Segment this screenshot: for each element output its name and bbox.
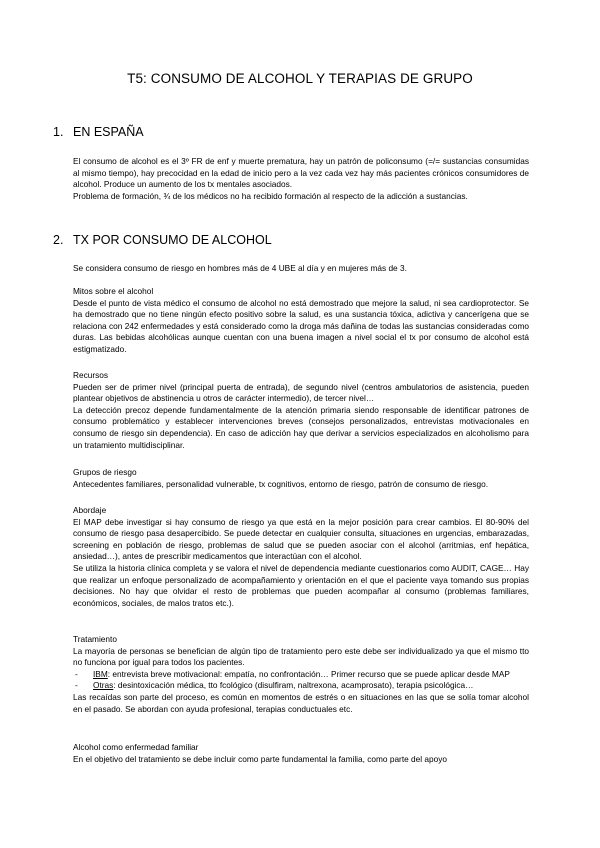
section-1-title: EN ESPAÑA bbox=[73, 125, 144, 139]
bullet-label-otras: Otras bbox=[93, 680, 114, 691]
list-item bbox=[73, 680, 529, 692]
bullet-text: : entrevista breve motivacional: empatía, no confrontación… Primer recurso que se puede aplicar desde MAP bbox=[107, 668, 510, 679]
section-2-intro bbox=[73, 263, 529, 275]
section-2-title: TX POR CONSUMO DE ALCOHOL bbox=[73, 233, 272, 247]
mitos-block bbox=[73, 286, 529, 356]
recursos-paragraph-2: La detección precoz depende fundamentalmente de la atención primaria siendo responsable de identificar patrones de consumo problemático y establecer intervenciones breves (consejos personalizados, entrevistas motivacionales en consumo de riesgo sin dependencia). En caso de adicción hay que derivar a servicios especializados en alcoholismo para un tratamiento multidisciplinar. bbox=[73, 404, 529, 450]
tratamiento-heading: Tratamiento bbox=[73, 634, 117, 644]
tratamiento-paragraph-1: La mayoría de personas se benefician de algún tipo de tratamiento pero este debe ser individualizado ya que el mismo tto no funciona por igual para todos los pacientes. bbox=[73, 645, 529, 668]
grupos-paragraph: Antecedentes familiares, personalidad vulnerable, tx cognitivos, entorno de riesgo, patrón de consumo de riesgo. bbox=[73, 478, 489, 489]
abordaje-heading: Abordaje bbox=[73, 505, 107, 515]
familiar-paragraph: En el objetivo del tratamiento se debe incluir como parte fundamental la familia, como parte del apoyo bbox=[73, 753, 448, 764]
section-1-number: 1. bbox=[53, 125, 64, 139]
familiar-heading: Alcohol como enfermedad familiar bbox=[73, 742, 199, 752]
bullet-label-ibm: IBM bbox=[93, 668, 108, 679]
section-2-heading bbox=[53, 233, 272, 247]
bullet-dash: - bbox=[75, 668, 78, 679]
recursos-block bbox=[73, 370, 529, 451]
section-2-number: 2. bbox=[53, 233, 64, 247]
tratamiento-block bbox=[73, 634, 529, 715]
grupos-block bbox=[73, 467, 529, 490]
abordaje-paragraph-1: El MAP debe investigar si hay consumo de riesgo ya que está en la mejor posición para crear cambios. El 80-90% del consumo de riesgo pasa desapercibido. Se puede detectar en cualquier consulta, situaciones en urgencias, embarazadas, screening en población de riesgo, problemas de salud que se pueden asociar con el alcohol (arritmias, enf hepática, ansiedad…), antes de prescribir medicamentos que interactúan con el alcohol. bbox=[73, 516, 529, 562]
mitos-heading: Mitos sobre el alcohol bbox=[73, 286, 154, 296]
document-title: T5: CONSUMO DE ALCOHOL Y TERAPIAS DE GRUPO bbox=[127, 71, 473, 86]
intro-paragraph: Se considera consumo de riesgo en hombres más de 4 UBE al día y en mujeres más de 3. bbox=[73, 263, 407, 273]
section-1-paragraph-1: El consumo de alcohol es el 3º FR de enf y muerte prematura, hay un patrón de policonsumo (=/= sustancias consumidas al mismo tiempo), hay precocidad en la edad de inicio pero a la vez cada vez hay más pacientes crónicos consumidores de alcohol. Produce un aumento de los tx mentales asociados. bbox=[73, 156, 529, 190]
tratamiento-paragraph-2: Las recaídas son parte del proceso, es común en momentos de estrés o en situaciones en las que se solía tomar alcohol en el pasado. Se abordan con ayuda profesional, terapias conductuales etc. bbox=[73, 691, 529, 714]
abordaje-block bbox=[73, 505, 529, 609]
abordaje-paragraph-2: Se utiliza la historia clínica completa y se valora el nivel de dependencia mediante cuestionarios como AUDIT, CAGE… Hay que realizar un enfoque personalizado de acompañamiento y orientación en el que el paciente vaya tomando sus propias decisiones. No hay que olvidar el resto de problemas que pueden acompañar al consumo (problemas familiares, económicos, sociales, de malos tratos etc.). bbox=[73, 562, 529, 608]
section-1-heading bbox=[53, 125, 144, 139]
bullet-dash: - bbox=[75, 680, 78, 691]
bullet-text: : desintoxicación médica, tto fcológico (disulfiram, naltrexona, acamprosato), terapia psicológica… bbox=[113, 680, 474, 691]
recursos-paragraph-1: Pueden ser de primer nivel (principal puerta de entrada), de segundo nivel (centros ambulatorios de asistencia, pueden plantear objetivos de abstinencia u otros de carácter intermedio), de tercer nivel… bbox=[73, 381, 529, 404]
familiar-block bbox=[73, 742, 529, 765]
mitos-paragraph: Desde el punto de vista médico el consumo de alcohol no está demostrado que mejore la salud, ni sea cardioprotector. Se ha demostrado que no tiene ningún efecto positivo sobre la salud, es una sustancia tóxica, adictiva y cancerígena que se relaciona con 242 enfermedades y está considerado como la droga más dañina de todas las sustancias consideradas como duras. Las bebidas alcohólicas aunque cuentan con una buena imagen a nivel social el tx por consumo de alcohol está estigmatizado. bbox=[73, 297, 529, 354]
grupos-heading: Grupos de riesgo bbox=[73, 467, 137, 477]
section-1-body bbox=[73, 156, 529, 202]
section-1-paragraph-2: Problema de formación, ¾ de los médicos no ha recibido formación al respecto de la adicción a sustancias. bbox=[73, 190, 468, 201]
recursos-heading: Recursos bbox=[73, 370, 109, 380]
list-item bbox=[73, 669, 529, 681]
